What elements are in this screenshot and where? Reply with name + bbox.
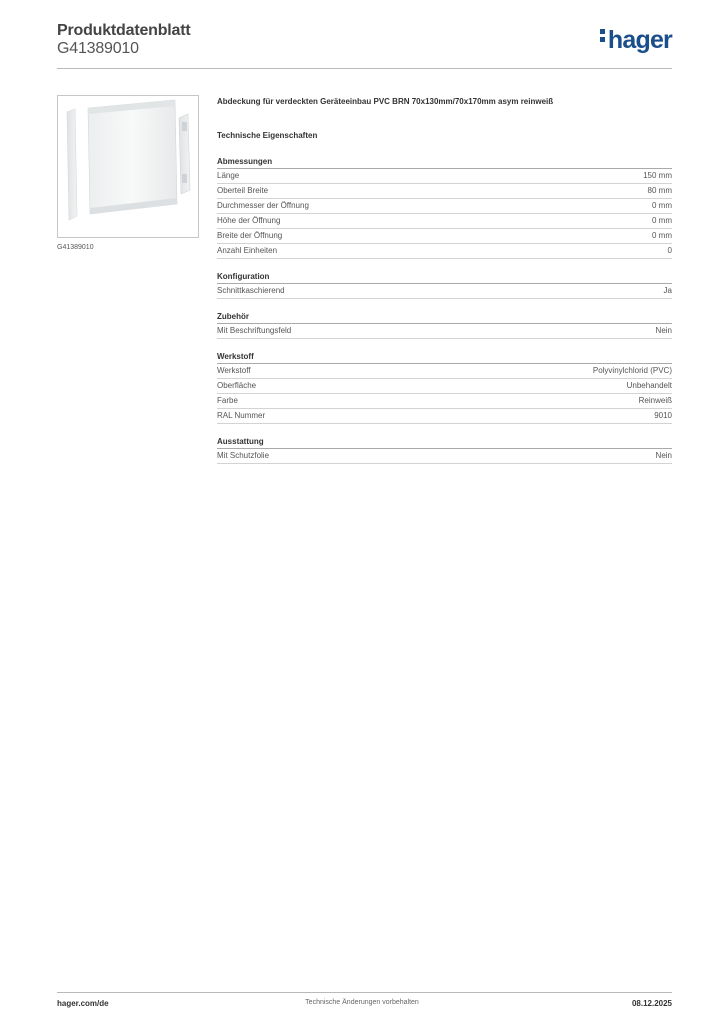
group-title: Abmessungen xyxy=(217,156,672,169)
group-title: Konfiguration xyxy=(217,271,672,284)
table-row xyxy=(217,244,672,259)
row-value: Polyvinylchlorid (PVC) xyxy=(592,366,672,375)
section-title: Technische Eigenschaften xyxy=(217,131,318,140)
row-label: Oberfläche xyxy=(217,381,257,390)
logo-colon-icon xyxy=(600,26,605,45)
group-title: Zubehör xyxy=(217,311,672,324)
table-row xyxy=(217,229,672,244)
table-row xyxy=(217,169,672,184)
footer-date: 08.12.2025 xyxy=(631,999,672,1008)
row-label: RAL Nummer xyxy=(217,411,266,420)
product-cover-illustration xyxy=(58,96,198,237)
table-row xyxy=(217,284,672,299)
row-value: Nein xyxy=(655,326,672,335)
row-value: 0 mm xyxy=(652,231,672,240)
row-value: Ja xyxy=(663,286,672,295)
footer-website-link[interactable]: hager.com/de xyxy=(57,999,109,1008)
footer-divider xyxy=(57,992,672,993)
group-zubehoer xyxy=(217,311,672,339)
row-value: Nein xyxy=(655,451,672,460)
logo-text: hager xyxy=(607,26,672,54)
footer-note: Technische Änderungen vorbehalten xyxy=(305,999,419,1006)
row-label: Höhe der Öffnung xyxy=(217,216,281,225)
group-ausstattung xyxy=(217,436,672,464)
row-value: 0 mm xyxy=(652,216,672,225)
row-value: 150 mm xyxy=(643,171,672,180)
row-label: Farbe xyxy=(217,396,238,405)
row-value: Unbehandelt xyxy=(626,381,672,390)
group-title: Ausstattung xyxy=(217,436,672,449)
header-divider xyxy=(57,68,672,69)
row-value: Reinweiß xyxy=(638,396,672,405)
table-row xyxy=(217,409,672,424)
table-row xyxy=(217,394,672,409)
row-value: 80 mm xyxy=(647,186,672,195)
table-row xyxy=(217,214,672,229)
row-value: 0 xyxy=(667,246,672,255)
row-label: Schnittkaschierend xyxy=(217,286,285,295)
table-row xyxy=(217,449,672,464)
article-number: G41389010 xyxy=(57,40,139,57)
row-label: Werkstoff xyxy=(217,366,251,375)
row-label: Mit Schutzfolie xyxy=(217,451,270,460)
doc-title: Produktdatenblatt xyxy=(57,22,191,39)
product-description: Abdeckung für verdeckten Geräteeinbau PVC BRN 70x130mm/70x170mm asym reinweiß xyxy=(217,97,554,106)
row-label: Länge xyxy=(217,171,240,180)
table-row xyxy=(217,184,672,199)
table-row xyxy=(217,379,672,394)
image-caption: G41389010 xyxy=(57,244,94,251)
group-title: Werkstoff xyxy=(217,351,672,364)
product-image xyxy=(57,95,199,238)
table-row xyxy=(217,324,672,339)
row-value: 0 mm xyxy=(652,201,672,210)
row-label: Oberteil Breite xyxy=(217,186,269,195)
row-label: Durchmesser der Öffnung xyxy=(217,201,309,210)
row-label: Mit Beschriftungsfeld xyxy=(217,326,292,335)
properties-table xyxy=(217,156,672,476)
table-row xyxy=(217,199,672,214)
row-label: Breite der Öffnung xyxy=(217,231,283,240)
group-konfiguration xyxy=(217,271,672,299)
row-value: 9010 xyxy=(654,411,672,420)
row-label: Anzahl Einheiten xyxy=(217,246,278,255)
hager-logo xyxy=(600,28,672,53)
table-row xyxy=(217,364,672,379)
group-abmessungen xyxy=(217,156,672,259)
group-werkstoff xyxy=(217,351,672,424)
